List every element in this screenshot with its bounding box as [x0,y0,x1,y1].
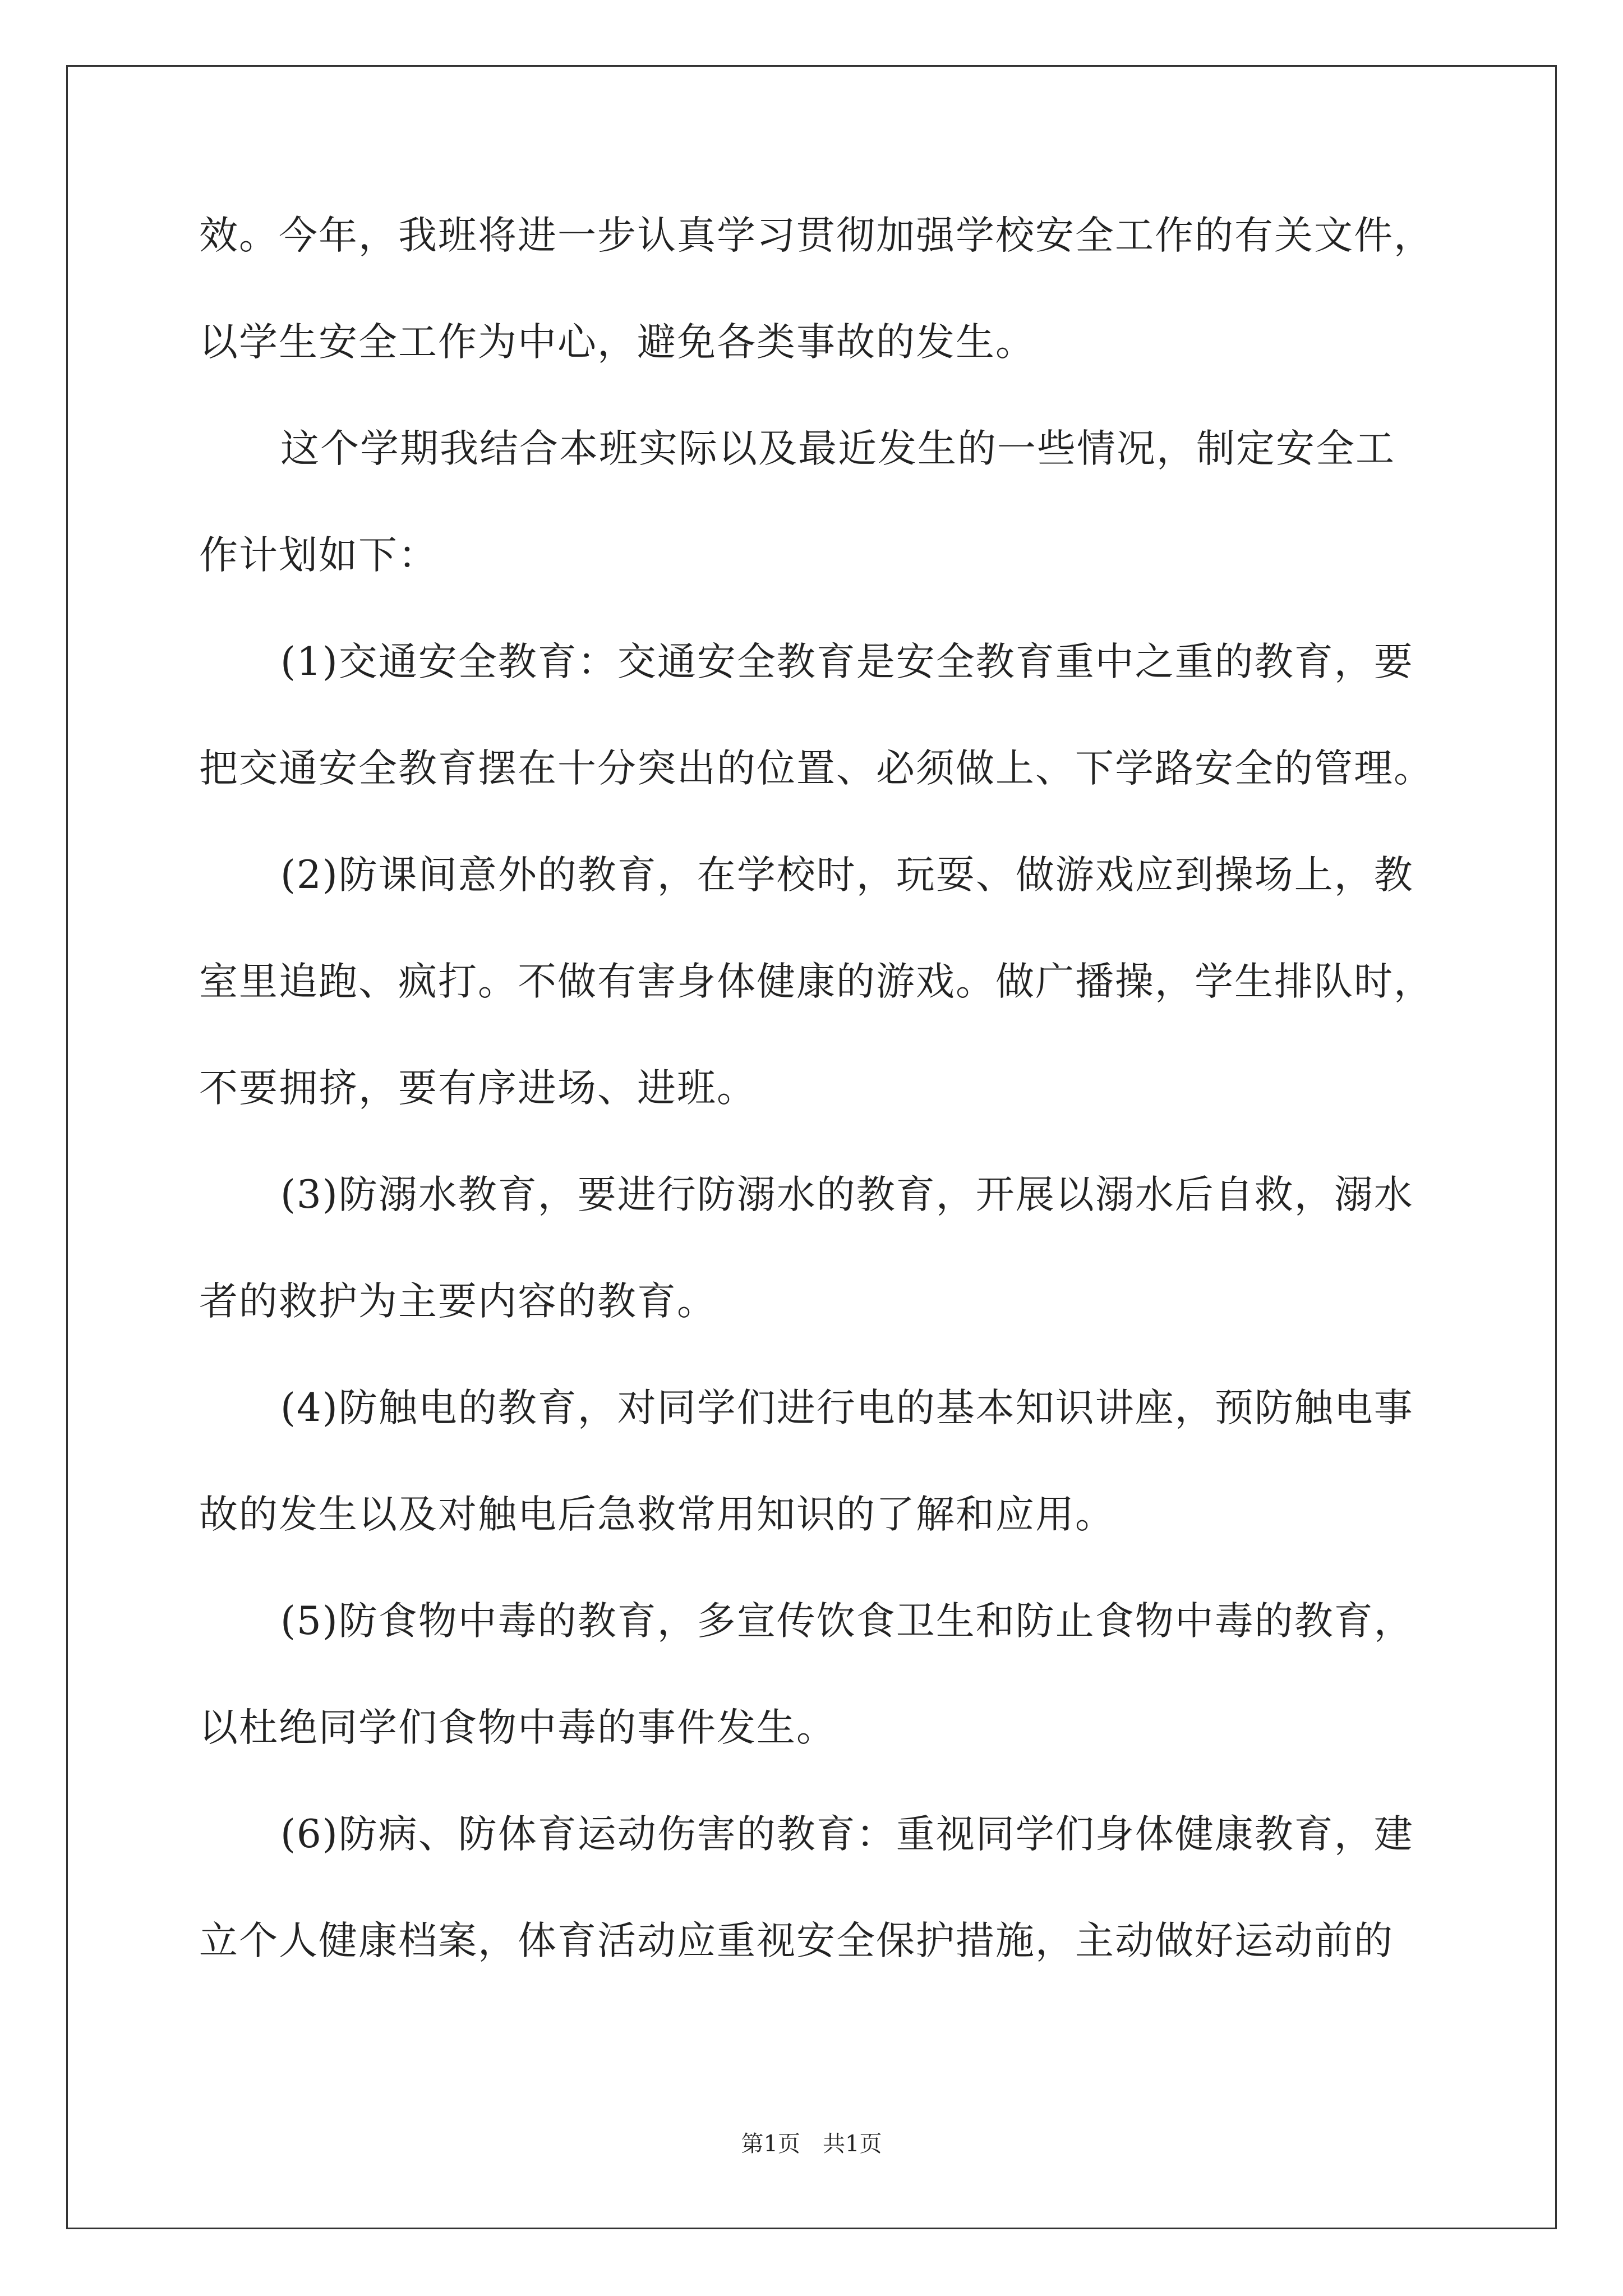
text-line: 效。今年，我班将进一步认真学习贯彻加强学校安全工作的有关文件， [199,213,1433,258]
text-line: 不要拥挤，要有序进场、进班。 [199,1066,757,1111]
paragraph-start: (2)防课间意外的教育，在学校时，玩耍、做游戏应到操场上，教 [280,853,1414,898]
text-line: 把交通安全教育摆在十分突出的位置、必须做上、下学路安全的管理。 [199,746,1433,791]
page-border [66,65,1557,2229]
paragraph-start: (4)防触电的教育，对同学们进行电的基本知识讲座，预防触电事 [280,1386,1414,1430]
paragraph-start: (6)防病、防体育运动伤害的教育：重视同学们身体健康教育，建 [280,1812,1414,1857]
text-line: 故的发生以及对触电后急救常用知识的了解和应用。 [199,1492,1115,1537]
text-line: 室里追跑、疯打。不做有害身体健康的游戏。做广播操，学生排队时， [199,959,1433,1004]
paragraph-start: 这个学期我结合本班实际以及最近发生的一些情况，制定安全工 [280,426,1395,471]
paragraph-start: (5)防食物中毒的教育，多宣传饮食卫生和防止食物中毒的教育， [280,1599,1414,1644]
paragraph-start: (3)防溺水教育，要进行防溺水的教育，开展以溺水后自救，溺水 [280,1172,1414,1217]
text-line: 以学生安全工作为中心，避免各类事故的发生。 [199,320,1035,365]
text-line: 作计划如下： [199,533,438,578]
text-line: 以杜绝同学们食物中毒的事件发生。 [199,1705,836,1750]
page-number: 第1页 共1页 [741,2131,882,2157]
paragraph-start: (1)交通安全教育：交通安全教育是安全教育重中之重的教育，要 [280,639,1414,684]
text-line: 立个人健康档案，体育活动应重视安全保护措施，主动做好运动前的 [199,1918,1394,1963]
text-line: 者的救护为主要内容的教育。 [199,1279,717,1324]
